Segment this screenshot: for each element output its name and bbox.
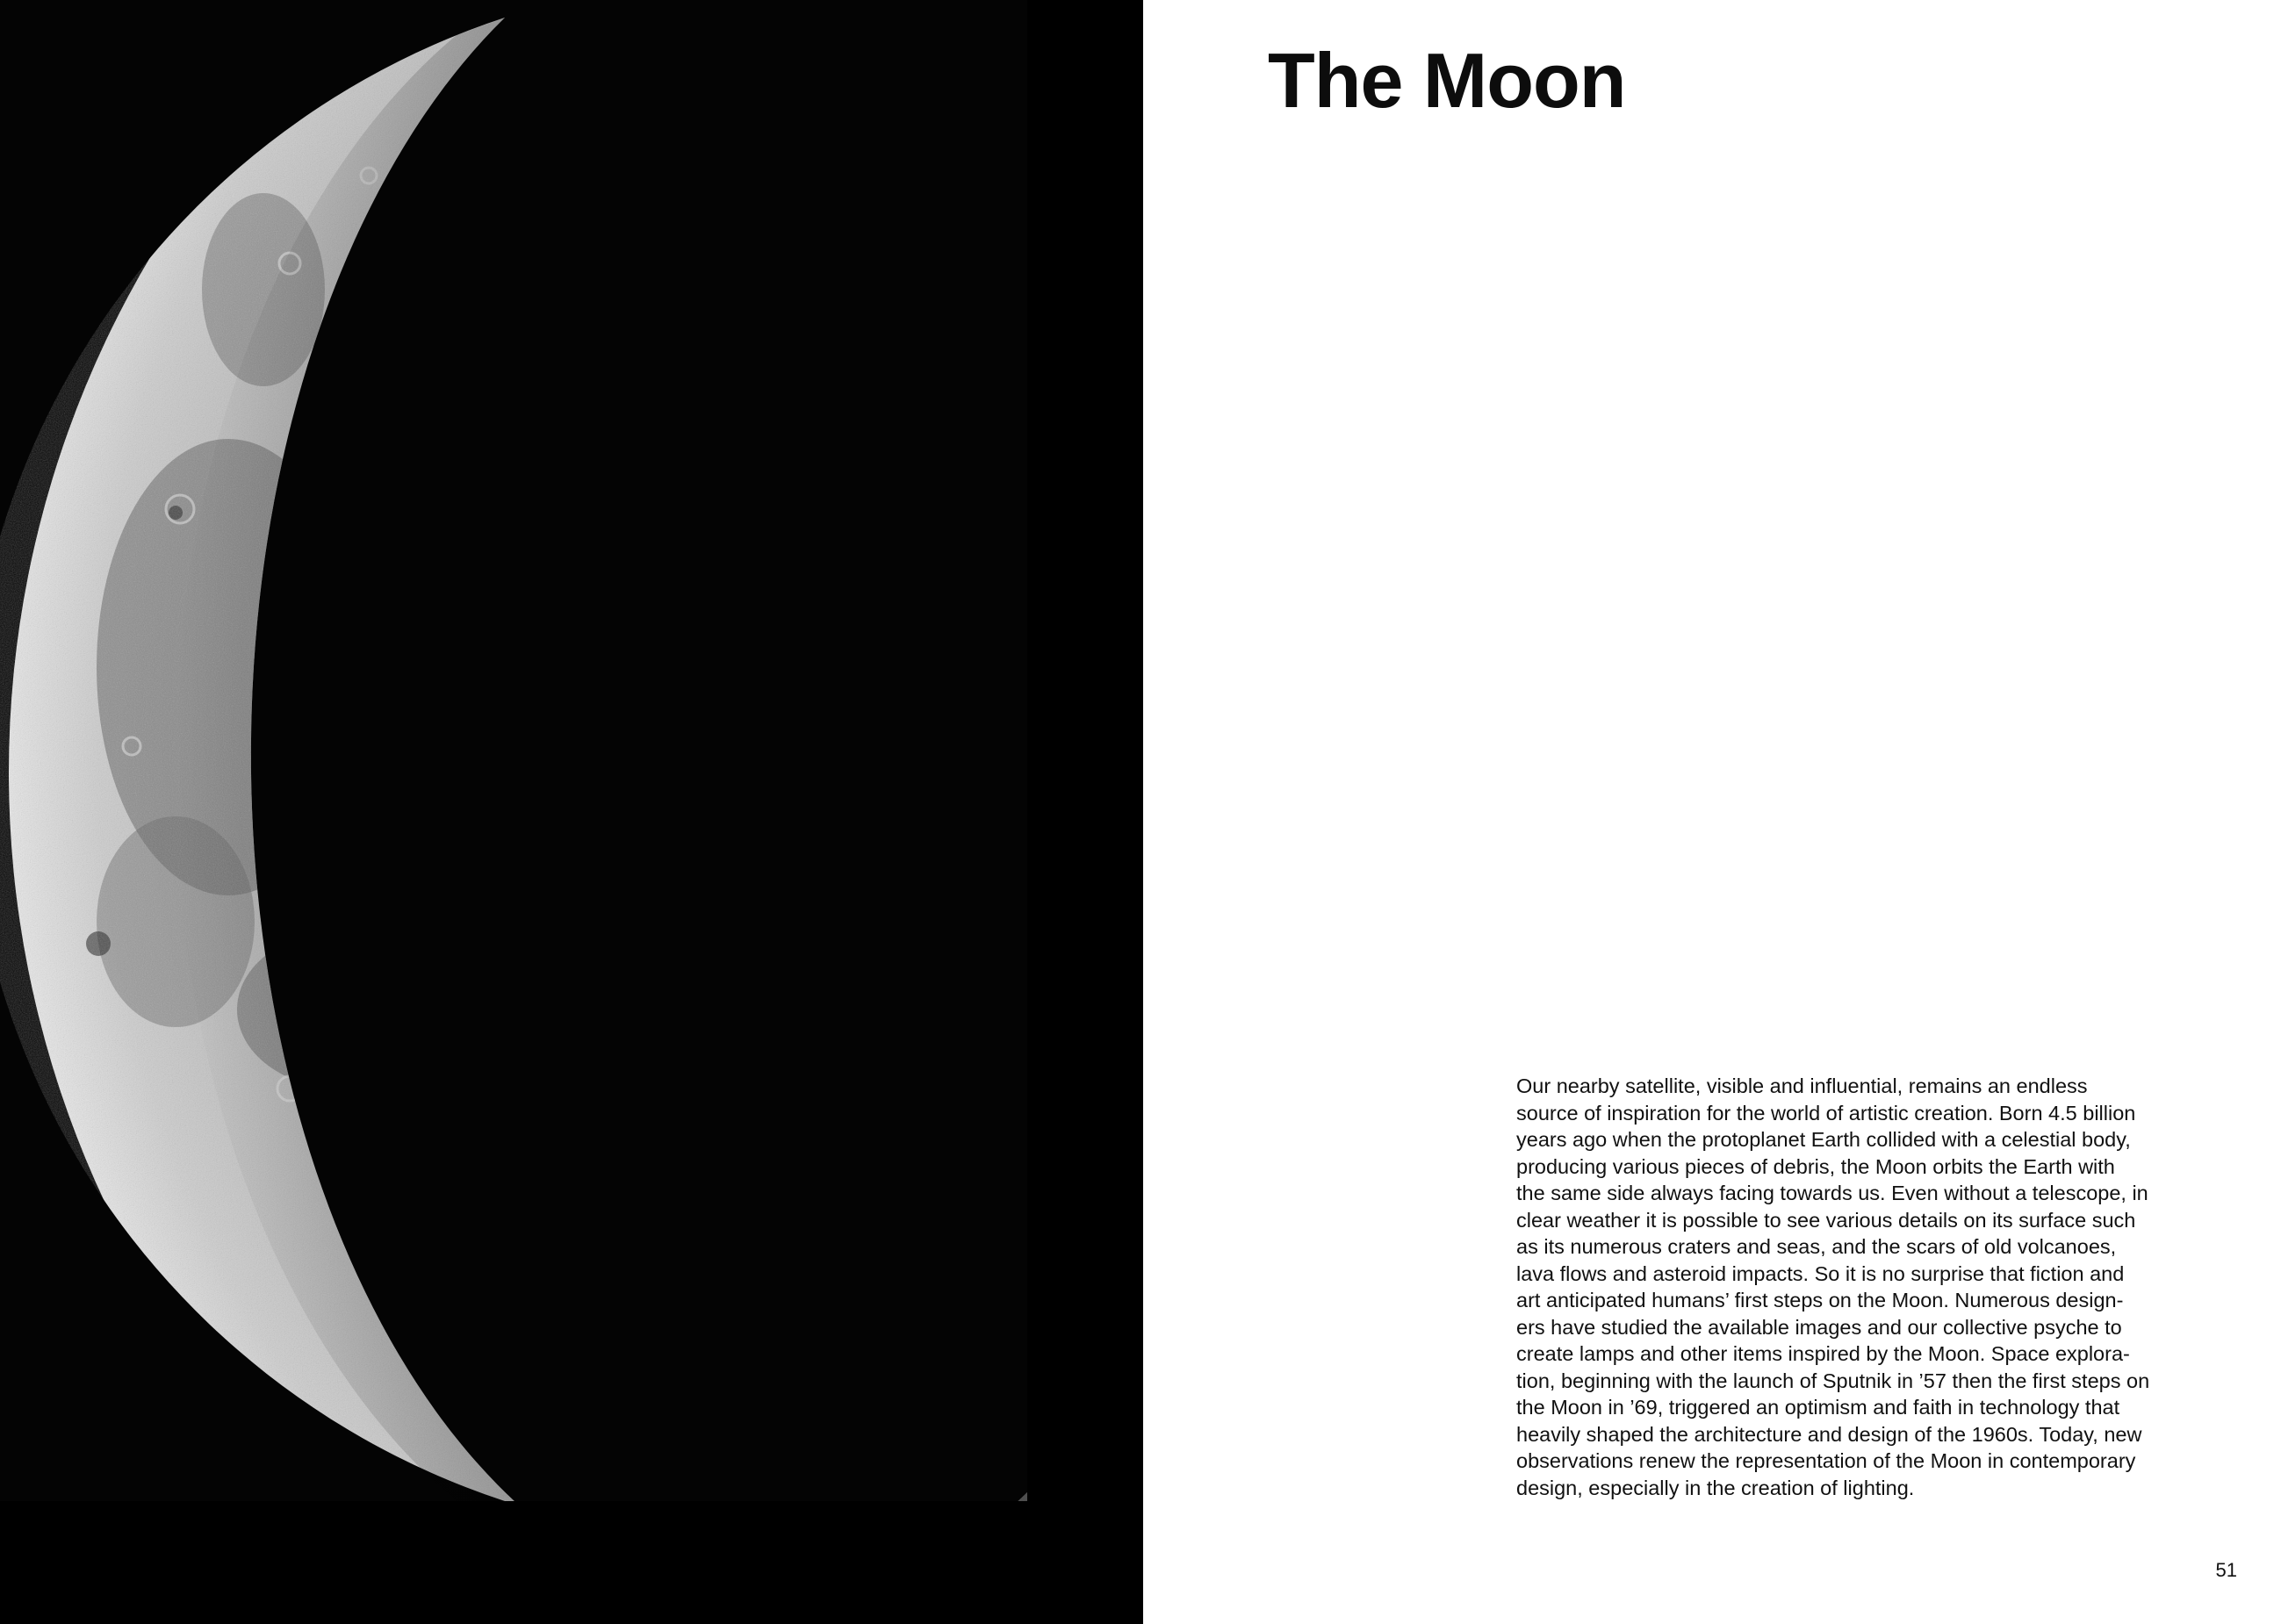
- body-line: ers have studied the available images and our collective psyche to: [1516, 1315, 2122, 1339]
- right-page: [1143, 0, 2281, 1624]
- body-paragraph: [1516, 1073, 2236, 1501]
- body-line: lava flows and asteroid impacts. So it is no surprise that fiction and: [1516, 1261, 2125, 1285]
- body-line: heavily shaped the architecture and design of the 1960s. Today, new: [1516, 1422, 2142, 1446]
- body-line: the Moon in ’69, triggered an optimism and faith in technology that: [1516, 1396, 2120, 1419]
- body-line: create lamps and other items inspired by the Moon. Space explora-: [1516, 1342, 2130, 1365]
- body-line: observations renew the representation of the Moon in contemporary: [1516, 1449, 2136, 1472]
- body-line: the same side always facing towards us. Even without a telescope, in: [1516, 1182, 2148, 1204]
- page-number: 51: [2215, 1559, 2237, 1581]
- body-line: as its numerous craters and seas, and the scars of old volcanoes,: [1516, 1235, 2117, 1258]
- body-line: source of inspiration for the world of artistic creation. Born 4.5 billion: [1516, 1101, 2136, 1125]
- body-line: producing various pieces of debris, the Moon orbits the Earth with: [1516, 1154, 2115, 1178]
- body-line: art anticipated humans’ first steps on the Moon. Numerous design-: [1516, 1289, 2124, 1311]
- body-line: clear weather it is possible to see various details on its surface such: [1516, 1208, 2136, 1232]
- body-line: design, especially in the creation of lighting.: [1516, 1476, 1915, 1499]
- body-line: tion, beginning with the launch of Sputnik in ’57 then the first steps on: [1516, 1369, 2150, 1392]
- body-line: years ago when the protoplanet Earth collided with a celestial body,: [1516, 1128, 2131, 1151]
- body-line: Our nearby satellite, visible and influential, remains an endless: [1516, 1074, 2088, 1097]
- moon-photograph: [0, 0, 1027, 1501]
- page-title: The Moon: [1268, 37, 1626, 124]
- moon-image: [0, 0, 1027, 1501]
